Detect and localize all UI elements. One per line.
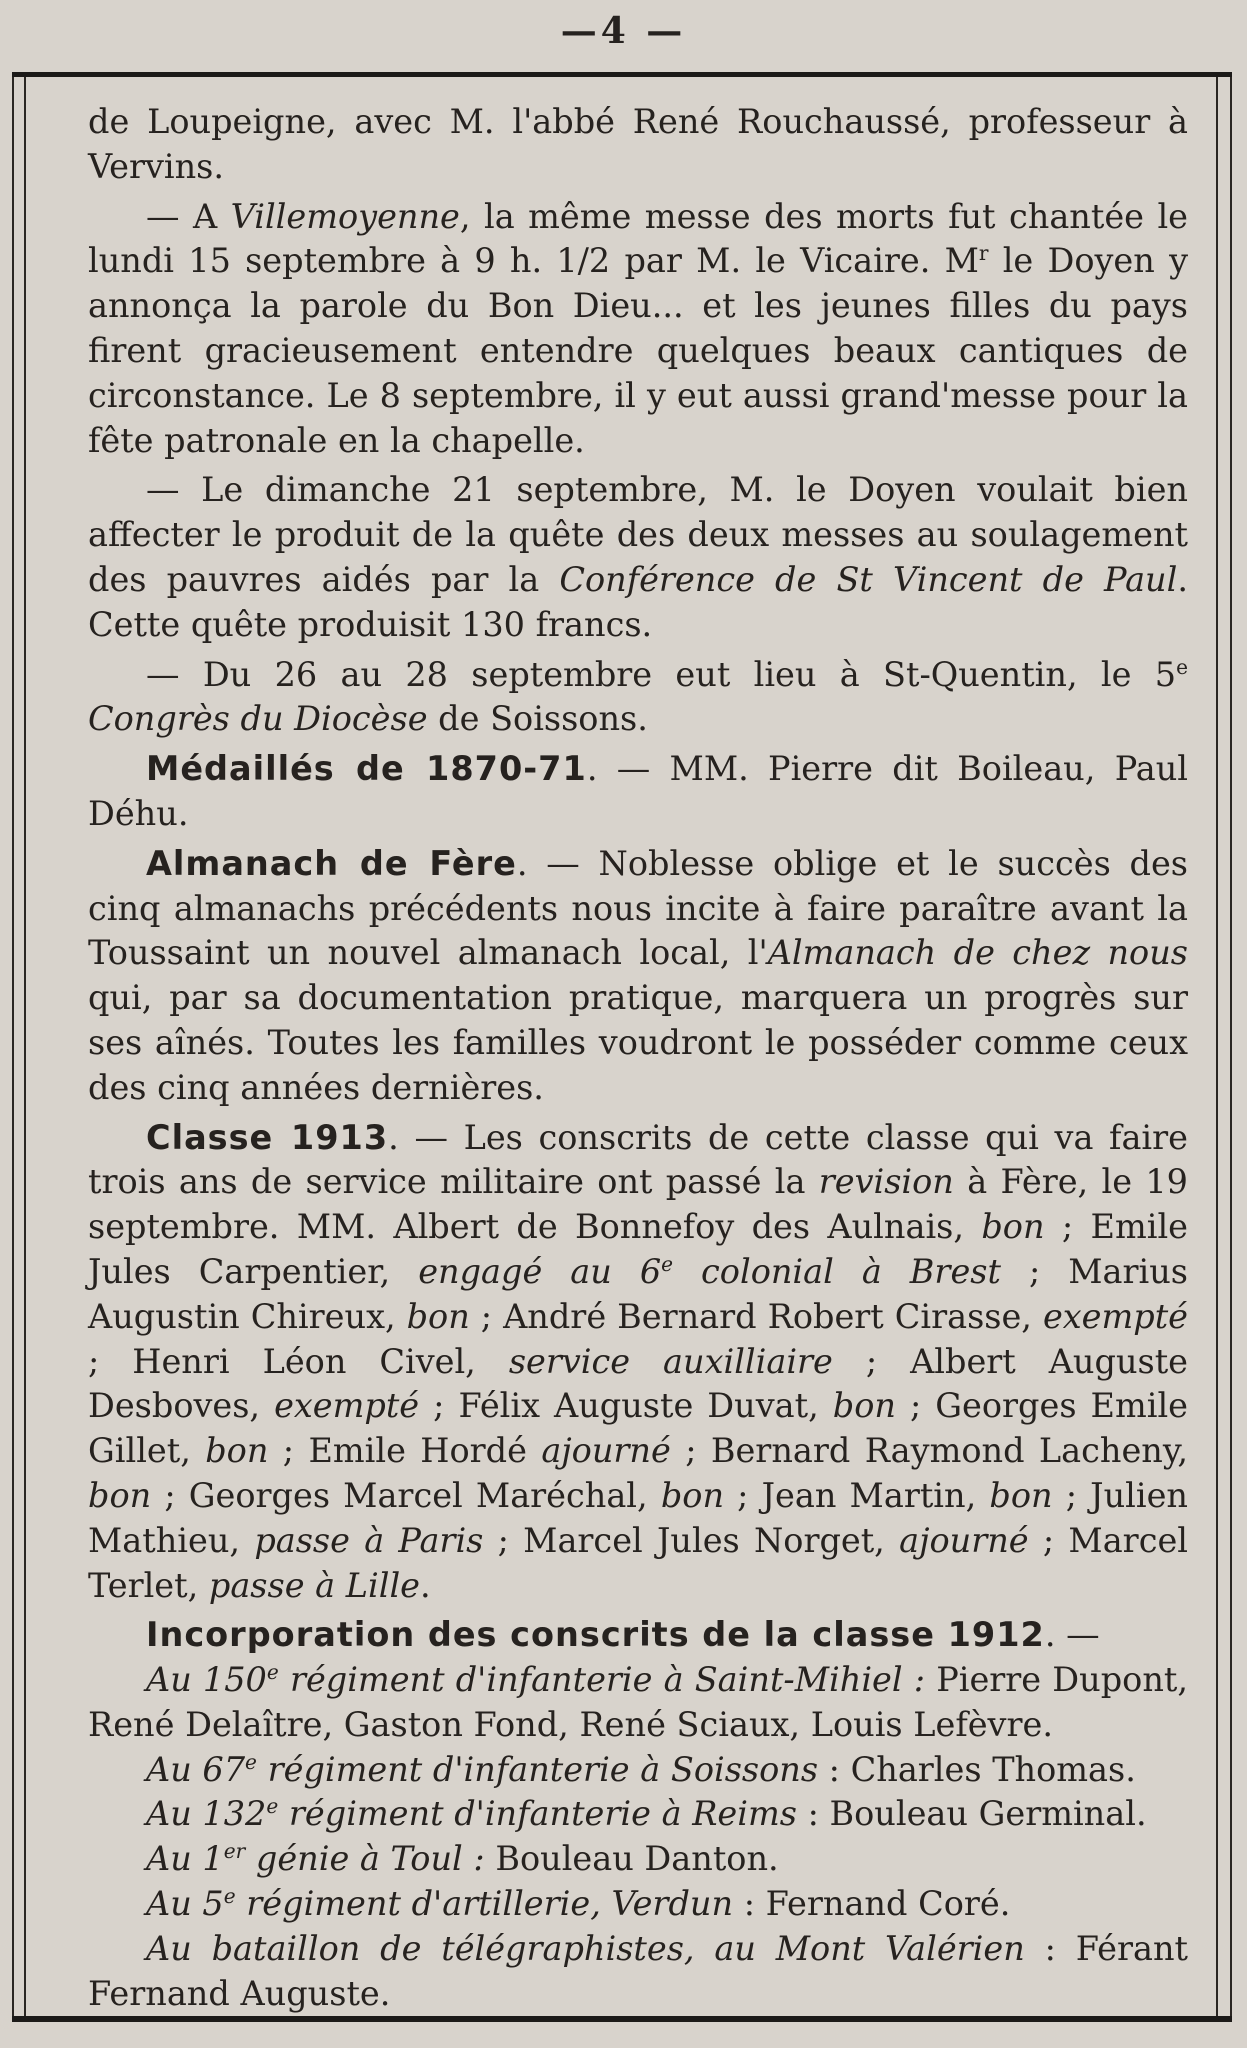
status-term: bon	[660, 1475, 725, 1515]
superscript: e	[223, 1883, 236, 1908]
text-span: — A	[146, 196, 231, 236]
regiment-name: Au 132	[146, 1794, 267, 1834]
regiment-line	[88, 1882, 1188, 1927]
status-term: exempté	[274, 1386, 420, 1426]
status-term: passe à Paris	[254, 1520, 484, 1560]
conscript-names: : Charles Thomas.	[818, 1749, 1136, 1789]
regiment-line	[88, 1927, 1188, 2017]
place-name: Villemoyenne	[230, 196, 460, 236]
almanach-title: Almanach de chez nous	[767, 933, 1188, 973]
text-span: ; Albert Auguste Desboves,	[88, 1341, 1189, 1426]
text-span: , la même messe des morts fut chantée le lundi 15 septembre à 9 h. 1/2 par M. le Vicaire. M	[88, 196, 1188, 281]
text-span: . —	[1044, 1615, 1100, 1655]
paragraph-loupeigne: de Loupeigne, avec M. l'abbé René Rouchaussé, professeur à Vervins.	[88, 102, 1188, 186]
text-span: ; Jean Martin,	[724, 1475, 990, 1515]
italic-term: revision	[818, 1162, 954, 1202]
paragraph-classe-1913	[88, 1116, 1188, 1609]
paragraph-almanach	[88, 842, 1188, 1111]
conscript-names: : Fernand Coré.	[733, 1884, 1011, 1924]
incorporation-heading	[88, 1613, 1188, 1658]
regiment-line	[88, 1837, 1188, 1882]
frame-line	[1230, 77, 1232, 2016]
paragraph-incorporation	[88, 1613, 1188, 2016]
text-span: ; Marius Augustin Chireux,	[88, 1251, 1188, 1336]
status-term: colonial à Brest	[673, 1251, 1001, 1291]
text-span: ; André Bernard Robert Cirasse,	[469, 1296, 1043, 1336]
article-body	[88, 100, 1188, 2016]
text-span: ; Henri Léon Civel,	[88, 1341, 509, 1381]
regiment-name: Au 5	[146, 1884, 224, 1924]
section-heading: Médaillés de 1870-71	[146, 749, 587, 789]
congres-name: Congrès du Diocèse	[88, 699, 428, 739]
section-heading: Almanach de Fère	[146, 843, 517, 883]
conscript-names: : Bouleau Germinal.	[796, 1794, 1147, 1834]
section-heading: Classe 1913	[146, 1117, 389, 1157]
status-term: engagé au 6	[418, 1251, 662, 1291]
regiment-name: Au bataillon de télégraphistes, au Mont Valérien	[146, 1928, 1025, 1968]
status-term: ajourné	[899, 1520, 1029, 1560]
superscript: e	[1176, 654, 1188, 679]
text-span: . Cette quête produisit 130 francs.	[88, 559, 1188, 644]
regiment-line	[88, 1748, 1188, 1793]
text-span: . — MM. Pierre dit Boileau, Paul Déhu.	[88, 749, 1188, 833]
conference-name: Conférence de St Vincent de Paul	[559, 559, 1178, 599]
status-term: exempté	[1042, 1296, 1188, 1336]
text-span: — Le dimanche 21 septembre, M. le Doyen voulait bien affecter le produit de la quête des deux messes au soulagement des pauvres aidés par la	[88, 470, 1188, 599]
text-span: le Doyen y annonça la parole du Bon Dieu... et les jeunes filles du pays firent gracieusement entendre quelques beaux cantiques de circonstance. Le 8 septembre, il y eut aussi grand'messe pour la fête patronale en la chapelle.	[88, 241, 1188, 460]
regiment-name: régiment d'infanterie à Soissons	[256, 1749, 819, 1789]
text-span: ; Emile Hordé	[268, 1431, 542, 1471]
regiment-name: régiment d'infanterie à Reims	[278, 1794, 797, 1834]
conscript-names: Pierre Dupont, René Delaître, Gaston Fond, René Sciaux, Louis Lefèvre.	[88, 1660, 1189, 1744]
superscript: e	[266, 1794, 279, 1819]
text-span: ; Emile Jules Carpentier,	[88, 1207, 1188, 1291]
superscript: r	[978, 241, 989, 266]
text-span: ; Félix Auguste Duvat,	[419, 1386, 833, 1426]
frame-line	[1216, 77, 1218, 2016]
regiment-name: régiment d'infanterie à Saint-Mihiel :	[278, 1660, 926, 1700]
text-span: ; Georges Marcel Maréchal,	[151, 1475, 661, 1515]
status-term: bon	[88, 1475, 152, 1515]
page-number: —4 —	[560, 10, 687, 52]
status-term: bon	[832, 1386, 896, 1426]
frame-line	[12, 77, 14, 2016]
section-heading: Incorporation des conscrits de la classe 1912	[146, 1615, 1045, 1655]
conscript-names: : Férant Fernand Auguste.	[88, 1928, 1188, 2013]
frame-line	[24, 77, 26, 2016]
text-span: qui, par sa documentation pratique, marquera un progrès sur ses aînés. Toutes les familles voudront le posséder comme ceux des cinq années dernières.	[88, 978, 1188, 1107]
text-span: . — Les conscrits de cette classe qui va faire trois ans de service militaire ont passé la	[88, 1117, 1188, 1202]
superscript: e	[661, 1251, 674, 1276]
conscript-names: Bouleau Danton.	[484, 1839, 779, 1879]
text-span: .	[420, 1565, 431, 1605]
text-span: — Du 26 au 28 septembre eut lieu à St-Quentin, le 5	[146, 654, 1177, 694]
regiment-name: génie à Toul :	[245, 1839, 485, 1879]
text-span: de Soissons.	[427, 699, 648, 739]
status-term: bon	[205, 1431, 269, 1471]
status-term: passe à Lille	[208, 1565, 420, 1605]
regiment-name: Au 150	[146, 1660, 267, 1700]
superscript: er	[223, 1839, 246, 1864]
text-span: à Fère, le 19 septembre. MM. Albert de Bonnefoy des Aulnais,	[88, 1162, 1188, 1247]
text-span: ; Julien Mathieu,	[88, 1475, 1189, 1560]
regiment-name: régiment d'artillerie, Verdun	[235, 1884, 734, 1924]
status-term: ajourné	[541, 1431, 671, 1471]
paragraph-medailles	[88, 747, 1188, 837]
regiment-name: Au 67	[146, 1749, 246, 1789]
text-span: . — Noblesse oblige et le succès des cinq almanachs précédents nous incite à faire paraître avant la Toussaint un nouvel almanach local, l'	[88, 843, 1188, 973]
status-term: service auxilliaire	[508, 1341, 833, 1381]
paragraph-congres	[88, 653, 1188, 743]
text-span: ; Marcel Terlet,	[88, 1520, 1188, 1605]
superscript: e	[245, 1749, 257, 1774]
paragraph-quete	[88, 468, 1188, 647]
status-term: bon	[981, 1207, 1045, 1247]
text-span: ; Bernard Raymond Lacheny,	[670, 1431, 1188, 1471]
paragraph-villemoyenne	[88, 195, 1188, 464]
regiment-name: Au 1	[146, 1839, 224, 1879]
status-term: bon	[989, 1475, 1053, 1515]
superscript: e	[266, 1659, 279, 1684]
text-span: ; Marcel Jules Norget,	[483, 1520, 900, 1560]
regiment-line	[88, 1792, 1188, 1837]
regiment-line	[88, 1658, 1188, 1748]
text-span: ; Georges Emile Gillet,	[88, 1386, 1188, 1471]
status-term: bon	[406, 1296, 470, 1336]
